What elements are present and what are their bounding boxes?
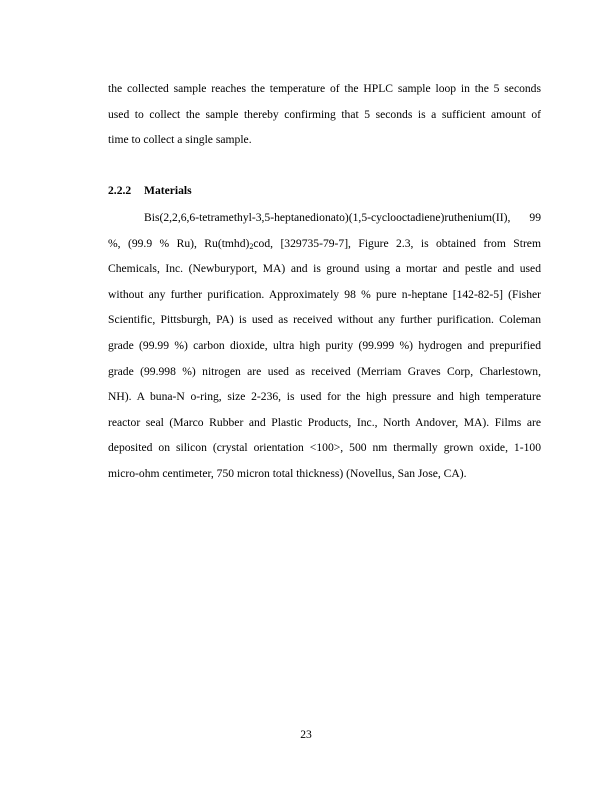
paragraph-continuation [108,76,541,153]
section-title: Materials [144,184,192,197]
text-line: reactor seal (Marco Rubber and Plastic Products, Inc., North Andover, MA). Films are [108,415,541,429]
text-line: NH). A buna-N o-ring, size 2-236, is used for the high pressure and high temperature [108,390,541,404]
text-line: grade (99.998 %) nitrogen are used as received (Merriam Graves Corp, Charlestown, [108,364,541,378]
text-line: used to collect the sample thereby confirming that 5 seconds is a sufficient amount of [108,107,541,121]
section-number: 2.2.2 [108,184,132,197]
text-line: grade (99.99 %) carbon dioxide, ultra high purity (99.999 %) hydrogen and prepurified [108,338,541,352]
text-line-with-formula [108,231,541,257]
page-number: 23 [300,728,312,741]
text-line: micro-ohm centimeter, 750 micron total thickness) (Novellus, San Jose, CA). [108,466,467,480]
text-line: the collected sample reaches the temperature of the HPLC sample loop in the 5 seconds [108,82,541,95]
text-line: Scientific, Pittsburgh, PA) is used as received without any further purification. Coleman [108,313,541,327]
text-line: Bis(2,2,6,6-tetramethyl-3,5-heptanedionato)(1,5-cyclooctadiene)ruthenium(II), 99 [144,211,541,224]
text-fragment: cod, [329735-79-7], Figure 2.3, is obtained from Strem [253,236,541,250]
subscript: 2 [249,241,254,251]
text-line: Chemicals, Inc. (Newburyport, MA) and is ground using a mortar and pestle and used [108,262,541,276]
section-heading [108,181,192,201]
text-line: time to collect a single sample. [108,133,252,147]
text-line: deposited on silicon (crystal orientation <100>, 500 nm thermally grown oxide, 1-100 [108,441,541,455]
text-fragment: %, (99.9 % Ru), Ru(tmhd) [108,236,250,250]
text-line: without any further purification. Approximately 98 % pure n-heptane [142-82-5] (Fisher [108,287,541,301]
materials-paragraph [108,205,541,487]
